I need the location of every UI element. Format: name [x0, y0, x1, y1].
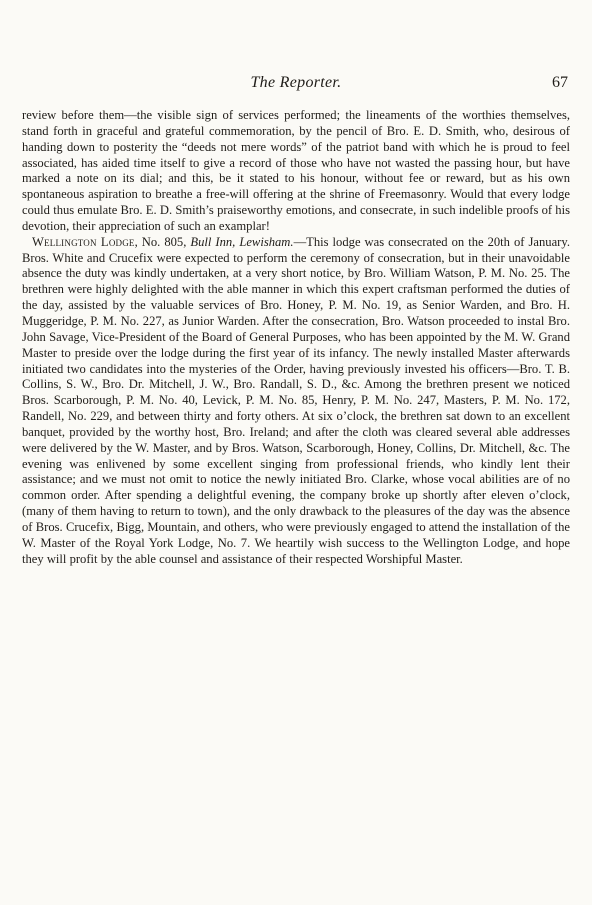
lodge-report-text: —This lodge was consecrated on the 20th of January. Bros. White and Crucefix were expected to perform the ceremony of consecration, but in their unavoidable absence the duty was kindly undertaken, at a very short notice, by Bro. William Watson, P. M. No. 25. The brethren were highly delighted with the able manner in which this expert craftsman performed the duties of the day, assisted by the valuable services of Bro. Honey, P. M. No. 19, as Senior Warden, and Bro. H. Muggeridge, P. M. No. 227, as Junior Warden. After the consecration, Bro. Watson proceeded to instal Bro. John Savage, Vice-President of the Board of General Purposes, who has been appointed by the M. W. Grand Master to preside over the lodge during the first year of its infancy. The newly installed Master afterwards initiated two candidates into the mysteries of the Order, having previously invested his officers—Bro. T. B. Collins, S. W., Bro. Dr. Mitchell, J. W., Bro. Randall, S. D., &c. Among the brethren present we noticed Bros. Scarborough, P. M. No. 40, Levick, P. M. No. 85, Henry, P. M. No. 247, Masters, P. M. No. 172, Randell, No. 229, and between thirty and forty others. At six o’clock, the brethren sat down to an excellent banquet, provided by the worthy host, Bro. Ireland; and after the cloth was cleared several able addresses were delivered by the W. Master, and by Bros. Watson, Scarborough, Honey, Collins, Dr. Mitchell, &c. The evening was enlivened by some excellent singing from professional friends, who kindly lent their assistance; and we must not omit to notice the newly initiated Bro. Clarke, whose vocal abilities are of no common order. After spending a delightful evening, the company broke up shortly after eleven o’clock, (many of them having to return to town), and the only drawback to the pleasures of the day was the absence of Bros. Crucefix, Bigg, Mountain, and others, who were previously engaged to attend the installation of the W. Master of the Royal York Lodge, No. 7. We heartily wish success to the Wellington Lodge, and hope they will profit by the able counsel and assistance of their respected Worshipful Master.	[22, 234, 570, 566]
running-header	[22, 74, 570, 108]
lodge-venue: Bull Inn, Lewisham.	[190, 234, 294, 249]
lodge-heading: Wellington Lodge	[32, 234, 135, 249]
paragraph-continued: review before them—the visible sign of services performed; the lineaments of the worthies themselves, stand forth in graceful and grateful commemoration, by the pencil of Bro. E. D. Smith, who, desirous of handing down to posterity the “deeds not mere words” of the patriot band with which he is proud to feel associated, has aided time itself to give a record of those who have not wasted the passing hour, but have marked a note on its dial; and this, be it stated to his honour, without fee or reward, but as his own spontaneous aspiration to breathe a free-will offering at the shrine of Freemasonry. Would that every lodge could thus emulate Bro. E. D. Smith’s praiseworthy emotions, and consecrate, in such indelible proofs of his devotion, their appreciation of such an examplar!	[22, 108, 570, 233]
paragraph-wellington-lodge	[22, 235, 570, 568]
book-page	[22, 74, 570, 567]
article-body	[22, 108, 570, 567]
running-title: The Reporter.	[250, 74, 342, 91]
page-number: 67	[552, 74, 568, 91]
lodge-number: , No. 805,	[134, 234, 191, 249]
